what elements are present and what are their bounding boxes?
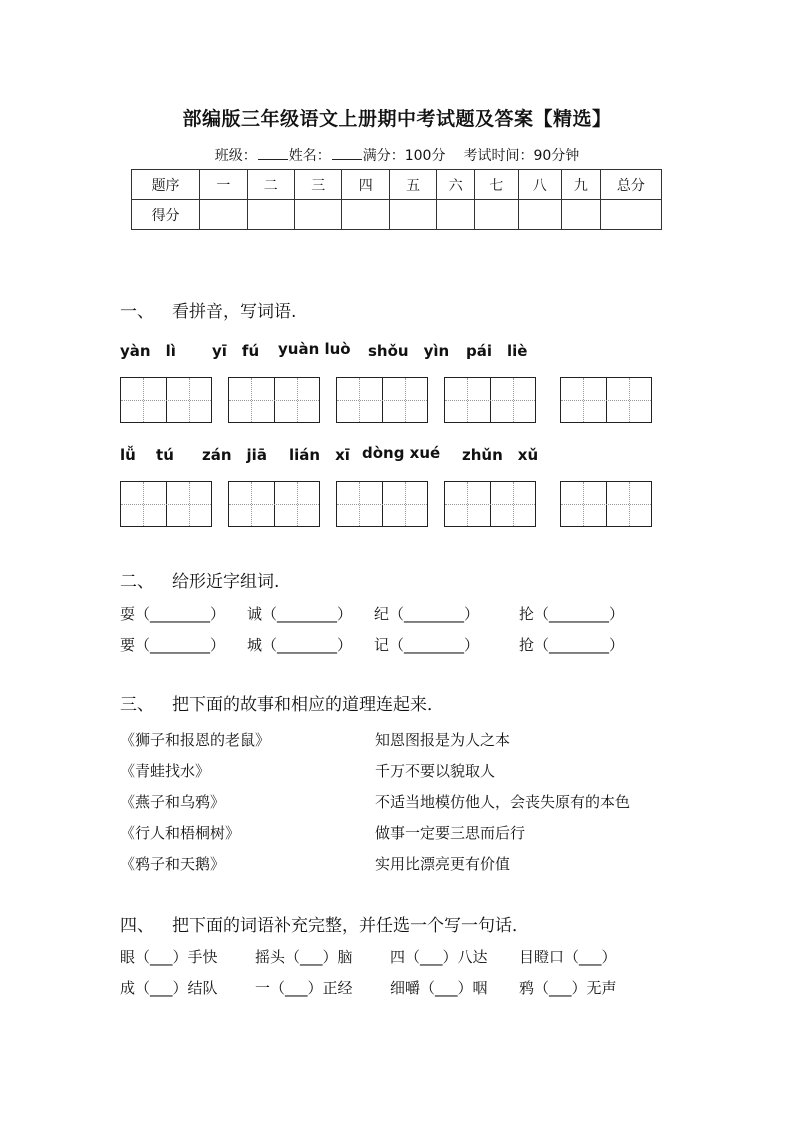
word-blank-item[interactable]: 诚（________） <box>247 605 353 623</box>
score-cell[interactable] <box>518 200 562 230</box>
score-row-label: 得分 <box>132 200 200 230</box>
q1-heading <box>120 297 296 322</box>
q1-number: 一、 <box>120 302 154 322</box>
moral-text[interactable]: 千万不要以貌取人 <box>375 762 496 780</box>
idiom-blank-item[interactable]: 四（___）八达 <box>390 948 488 966</box>
score-cell[interactable] <box>200 200 247 230</box>
score-cell[interactable] <box>389 200 436 230</box>
tian-grid-box[interactable] <box>228 377 320 423</box>
score-header-cell: 三 <box>295 170 342 200</box>
class-blank[interactable] <box>258 147 288 160</box>
score-header-cell: 五 <box>389 170 436 200</box>
score-header-cell: 七 <box>475 170 519 200</box>
score-cell[interactable] <box>437 200 475 230</box>
moral-text[interactable]: 实用比漂亮更有价值 <box>375 855 511 873</box>
score-cell[interactable] <box>562 200 601 230</box>
tian-grid-box[interactable] <box>120 377 212 423</box>
word-blank-item[interactable]: 纪（________） <box>374 605 480 623</box>
score-cell[interactable] <box>475 200 519 230</box>
q3-heading <box>120 690 444 715</box>
story-title[interactable]: 《鸦子和天鹅》 <box>120 855 226 873</box>
tian-grid-box[interactable] <box>228 481 320 527</box>
q4-title: 把下面的词语补充完整，并任选一个写一句话． <box>172 916 529 936</box>
word-blank-item[interactable]: 抢（________） <box>519 636 625 654</box>
full-score: 满分：100分 <box>362 148 446 164</box>
q2-heading <box>120 567 279 592</box>
score-cell[interactable] <box>295 200 342 230</box>
class-label: 班级： <box>214 148 257 164</box>
idiom-blank-item[interactable]: 摇头（___）脑 <box>255 948 353 966</box>
word-blank-item[interactable]: 记（________） <box>374 636 480 654</box>
pinyin: yàn lì <box>120 342 176 360</box>
story-title[interactable]: 《燕子和乌鸦》 <box>120 793 226 811</box>
tian-grid-box[interactable] <box>336 481 428 527</box>
pinyin: zhǔn xǔ <box>462 446 539 464</box>
idiom-blank-item[interactable]: 一（___）正经 <box>255 979 353 997</box>
q3-title: 把下面的故事和相应的道理连起来． <box>172 695 444 715</box>
story-title[interactable]: 《狮子和报恩的老鼠》 <box>120 731 271 749</box>
score-header-cell: 总分 <box>600 170 661 200</box>
pinyin: lǚ tú <box>120 446 174 464</box>
word-blank-item[interactable]: 抡（________） <box>519 605 625 623</box>
word-blank-item[interactable]: 耍（________） <box>120 605 226 623</box>
score-cell[interactable] <box>600 200 661 230</box>
moral-text[interactable]: 知恩图报是为人之本 <box>375 731 511 749</box>
story-title[interactable]: 《青蛙找水》 <box>120 762 211 780</box>
student-info-line <box>0 145 794 165</box>
score-table-score-row <box>132 200 662 230</box>
page-title: 部编版三年级语文上册期中考试题及答案【精选】 <box>182 108 612 130</box>
tian-grid-box[interactable] <box>120 481 212 527</box>
story-title[interactable]: 《行人和梧桐树》 <box>120 824 241 842</box>
q4-number: 四、 <box>120 916 154 936</box>
q2-number: 二、 <box>120 572 154 592</box>
name-blank[interactable] <box>332 147 362 160</box>
name-label: 姓名： <box>288 148 331 164</box>
pinyin: dòng xué <box>362 444 441 462</box>
idiom-blank-item[interactable]: 目瞪口（___） <box>519 948 617 966</box>
word-blank-item[interactable]: 要（________） <box>120 636 226 654</box>
score-header-cell: 八 <box>518 170 562 200</box>
pinyin: yuàn luò <box>278 340 351 358</box>
score-cell[interactable] <box>247 200 294 230</box>
tian-grid-box[interactable] <box>560 377 652 423</box>
idiom-blank-item[interactable]: 鸦（___）无声 <box>519 979 617 997</box>
score-header-cell: 一 <box>200 170 247 200</box>
moral-text[interactable]: 做事一定要三思而后行 <box>375 824 526 842</box>
score-header-cell: 题序 <box>132 170 200 200</box>
idiom-blank-item[interactable]: 成（___）结队 <box>120 979 218 997</box>
idiom-blank-item[interactable]: 眼（___）手快 <box>120 948 218 966</box>
score-header-cell: 六 <box>437 170 475 200</box>
q3-number: 三、 <box>120 695 154 715</box>
pinyin: pái liè <box>466 342 528 360</box>
pinyin: yī fú <box>212 342 260 360</box>
score-table-header-row <box>132 170 662 200</box>
pinyin: zán jiā <box>202 446 267 464</box>
q4-heading <box>120 911 529 936</box>
moral-text[interactable]: 不适当地模仿他人，会丧失原有的本色 <box>375 793 631 811</box>
tian-grid-box[interactable] <box>336 377 428 423</box>
tian-grid-box[interactable] <box>444 377 536 423</box>
word-blank-item[interactable]: 城（________） <box>247 636 353 654</box>
q2-title: 给形近字组词. <box>172 572 280 592</box>
idiom-blank-item[interactable]: 细嚼（___）咽 <box>390 979 488 997</box>
tian-grid-box[interactable] <box>560 481 652 527</box>
score-header-cell: 四 <box>342 170 389 200</box>
pinyin: lián xī <box>289 446 350 464</box>
tian-grid-box[interactable] <box>444 481 536 527</box>
q1-title: 看拼音，写词语. <box>172 302 297 322</box>
score-cell[interactable] <box>342 200 389 230</box>
score-table <box>131 169 662 230</box>
score-header-cell: 九 <box>562 170 601 200</box>
score-header-cell: 二 <box>247 170 294 200</box>
pinyin: shǒu yìn <box>368 342 450 360</box>
exam-time: 考试时间：90分钟 <box>463 148 580 164</box>
